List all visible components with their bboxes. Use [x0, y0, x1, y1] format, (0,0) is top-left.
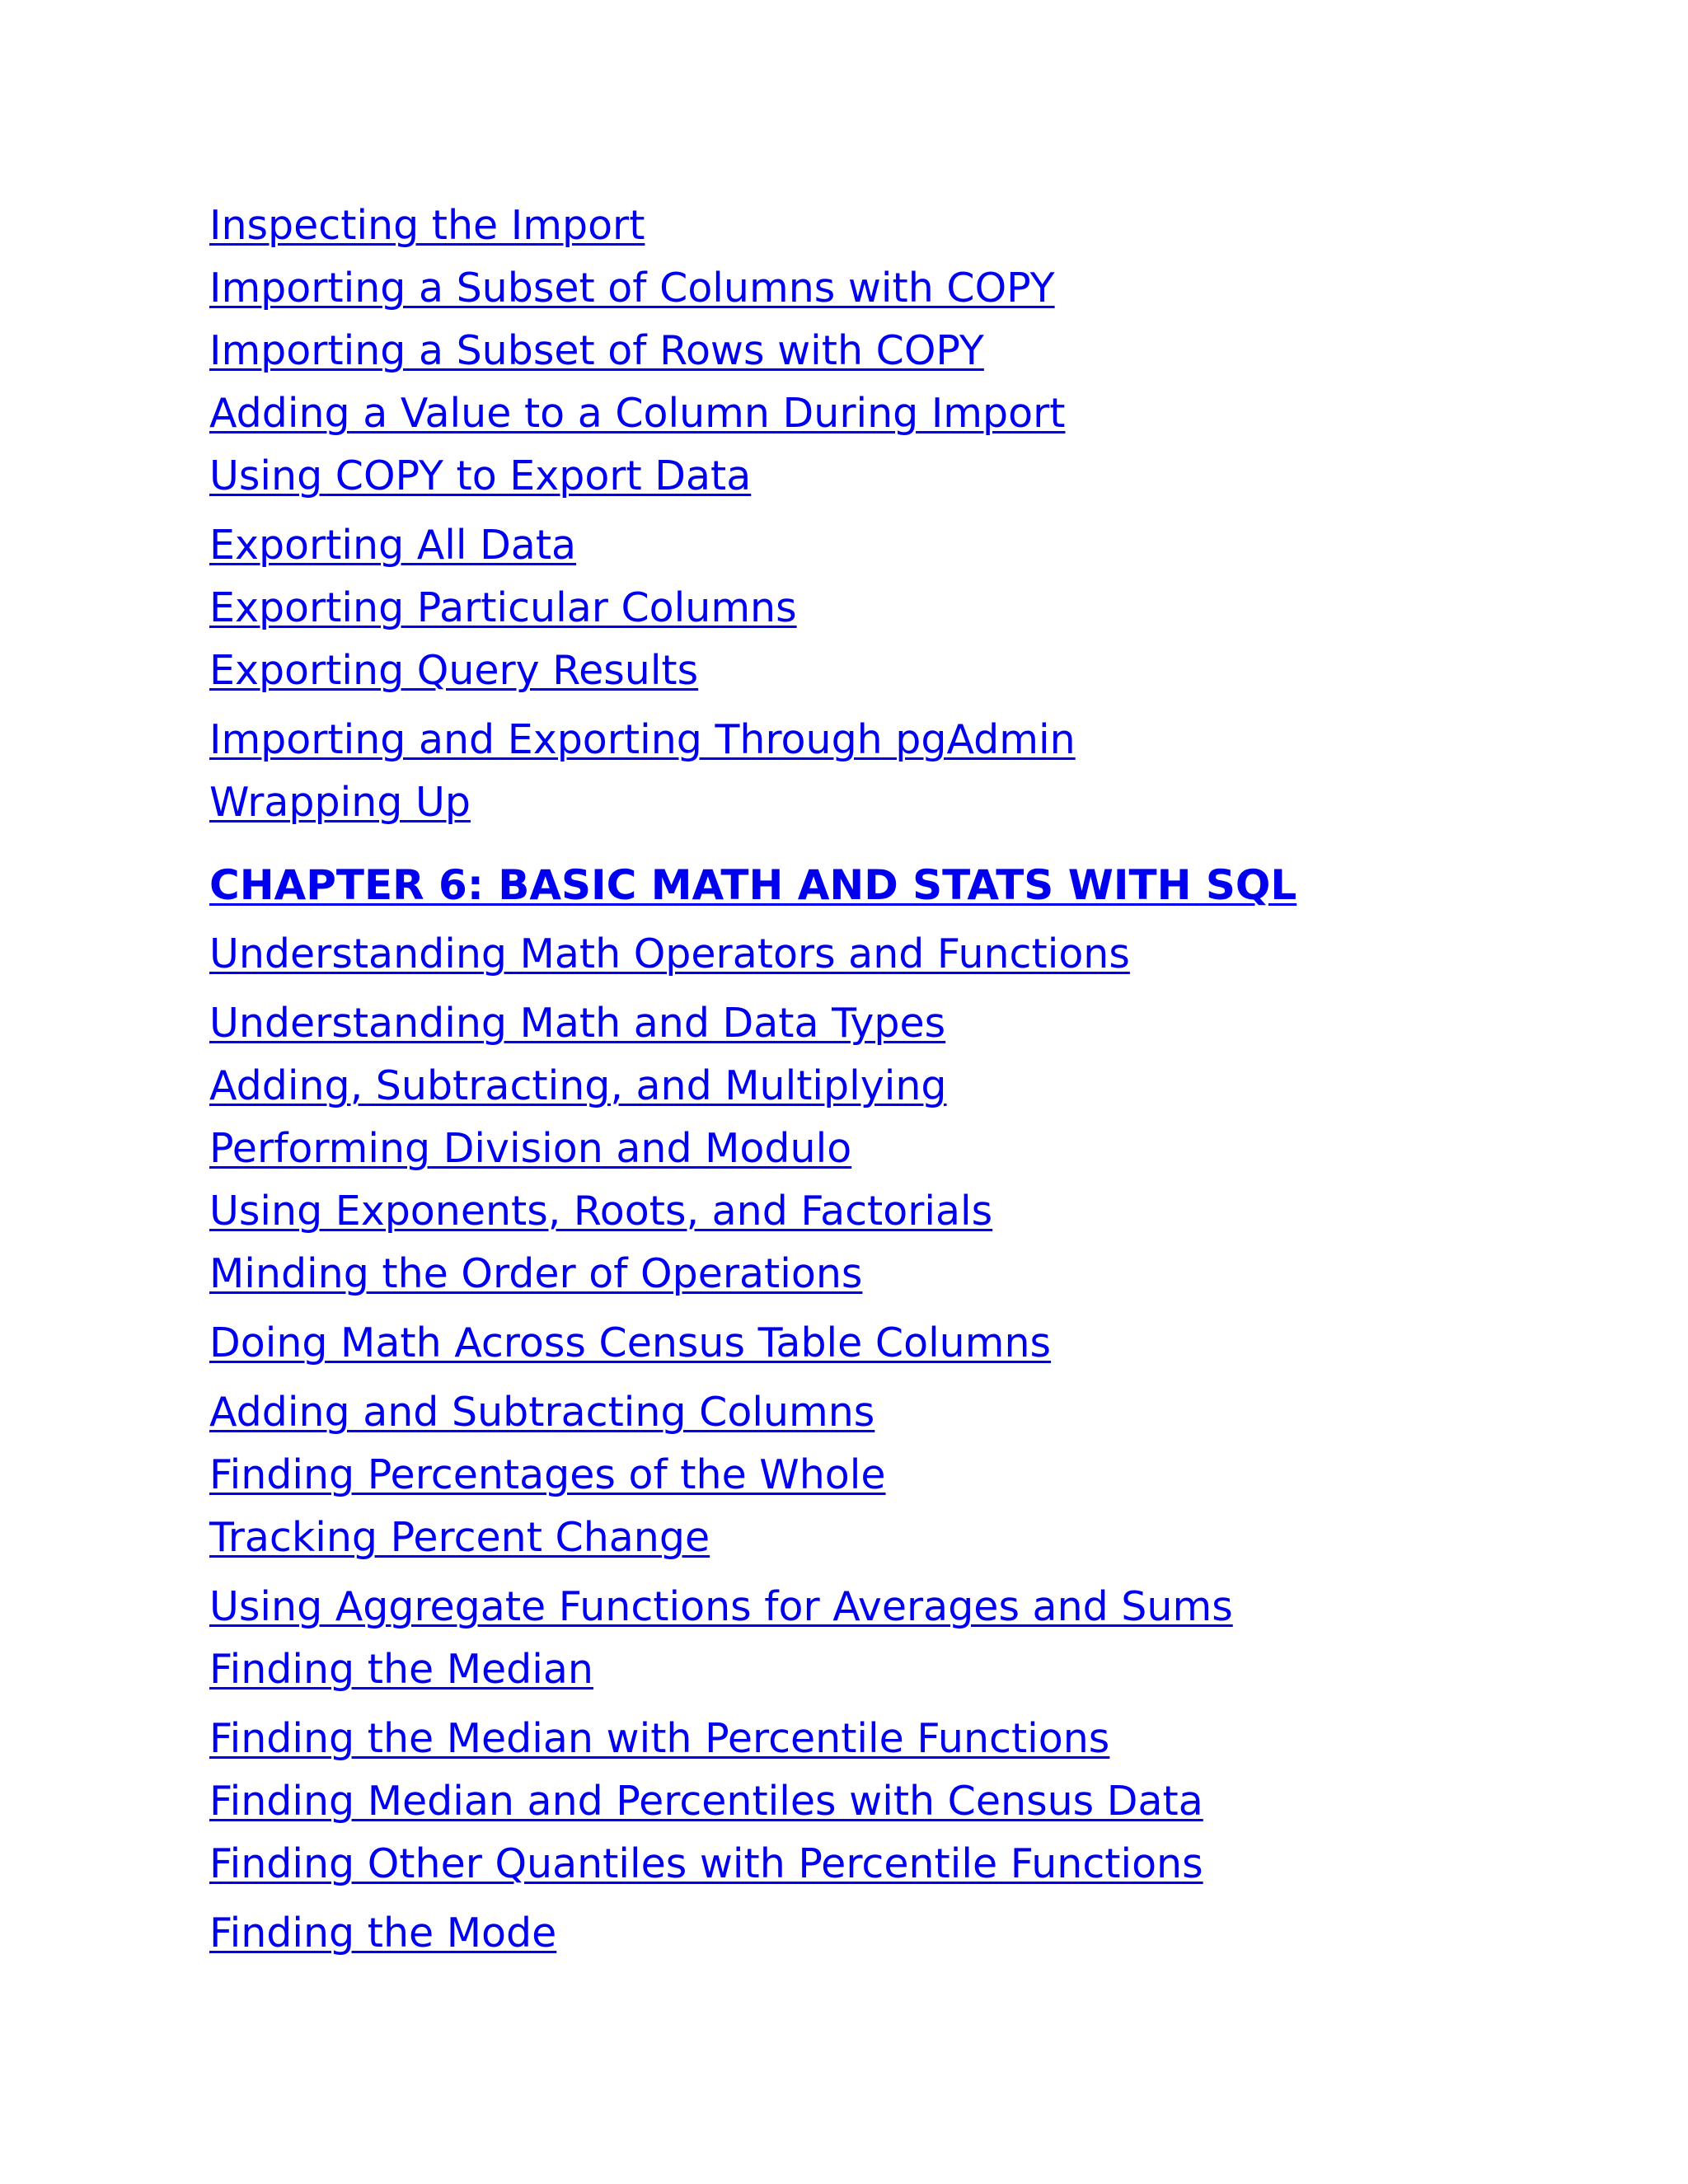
- toc-link-math-and-data-types[interactable]: Understanding Math and Data Types: [209, 1000, 946, 1047]
- toc-link-aggregate-averages-sums[interactable]: Using Aggregate Functions for Averages and Sums: [209, 1583, 1233, 1630]
- toc-link-median-percentiles-census[interactable]: Finding Median and Percentiles with Census Data: [209, 1778, 1203, 1825]
- toc-link-exporting-particular-columns[interactable]: Exporting Particular Columns: [209, 584, 797, 631]
- toc-link-exponents-roots-factorials[interactable]: Using Exponents, Roots, and Factorials: [209, 1188, 993, 1235]
- toc-link-using-copy-to-export[interactable]: Using COPY to Export Data: [209, 452, 752, 499]
- toc-link-finding-the-median[interactable]: Finding the Median: [209, 1646, 593, 1693]
- toc-link-tracking-percent-change[interactable]: Tracking Percent Change: [209, 1514, 710, 1561]
- toc-link-finding-the-mode[interactable]: Finding the Mode: [209, 1910, 557, 1957]
- toc-link-inspecting-the-import[interactable]: Inspecting the Import: [209, 202, 645, 249]
- toc-link-wrapping-up[interactable]: Wrapping Up: [209, 779, 471, 826]
- toc-link-adding-value-during-import[interactable]: Adding a Value to a Column During Import: [209, 390, 1066, 437]
- toc-link-order-of-operations[interactable]: Minding the Order of Operations: [209, 1250, 863, 1297]
- toc-link-other-quantiles[interactable]: Finding Other Quantiles with Percentile Functions: [209, 1840, 1203, 1887]
- toc-link-math-across-census-columns[interactable]: Doing Math Across Census Table Columns: [209, 1319, 1052, 1366]
- toc-link-adding-subtracting-multiplying[interactable]: Adding, Subtracting, and Multiplying: [209, 1062, 947, 1109]
- toc-link-division-and-modulo[interactable]: Performing Division and Modulo: [209, 1125, 852, 1172]
- toc-link-median-percentile-functions[interactable]: Finding the Median with Percentile Functions: [209, 1715, 1110, 1762]
- toc-link-import-export-pgadmin[interactable]: Importing and Exporting Through pgAdmin: [209, 716, 1076, 763]
- toc-link-adding-subtracting-columns[interactable]: Adding and Subtracting Columns: [209, 1389, 875, 1436]
- toc-link-percentages-of-whole[interactable]: Finding Percentages of the Whole: [209, 1451, 886, 1498]
- toc-link-exporting-query-results[interactable]: Exporting Query Results: [209, 647, 699, 694]
- toc-link-exporting-all-data[interactable]: Exporting All Data: [209, 522, 577, 569]
- toc-link-importing-subset-of-columns[interactable]: Importing a Subset of Columns with COPY: [209, 265, 1055, 312]
- table-of-contents: [209, 194, 1611, 1965]
- toc-link-importing-subset-of-rows[interactable]: Importing a Subset of Rows with COPY: [209, 327, 984, 374]
- toc-chapter-6-link[interactable]: CHAPTER 6: BASIC MATH AND STATS WITH SQL: [209, 861, 1297, 909]
- toc-link-math-operators-functions[interactable]: Understanding Math Operators and Functions: [209, 930, 1130, 977]
